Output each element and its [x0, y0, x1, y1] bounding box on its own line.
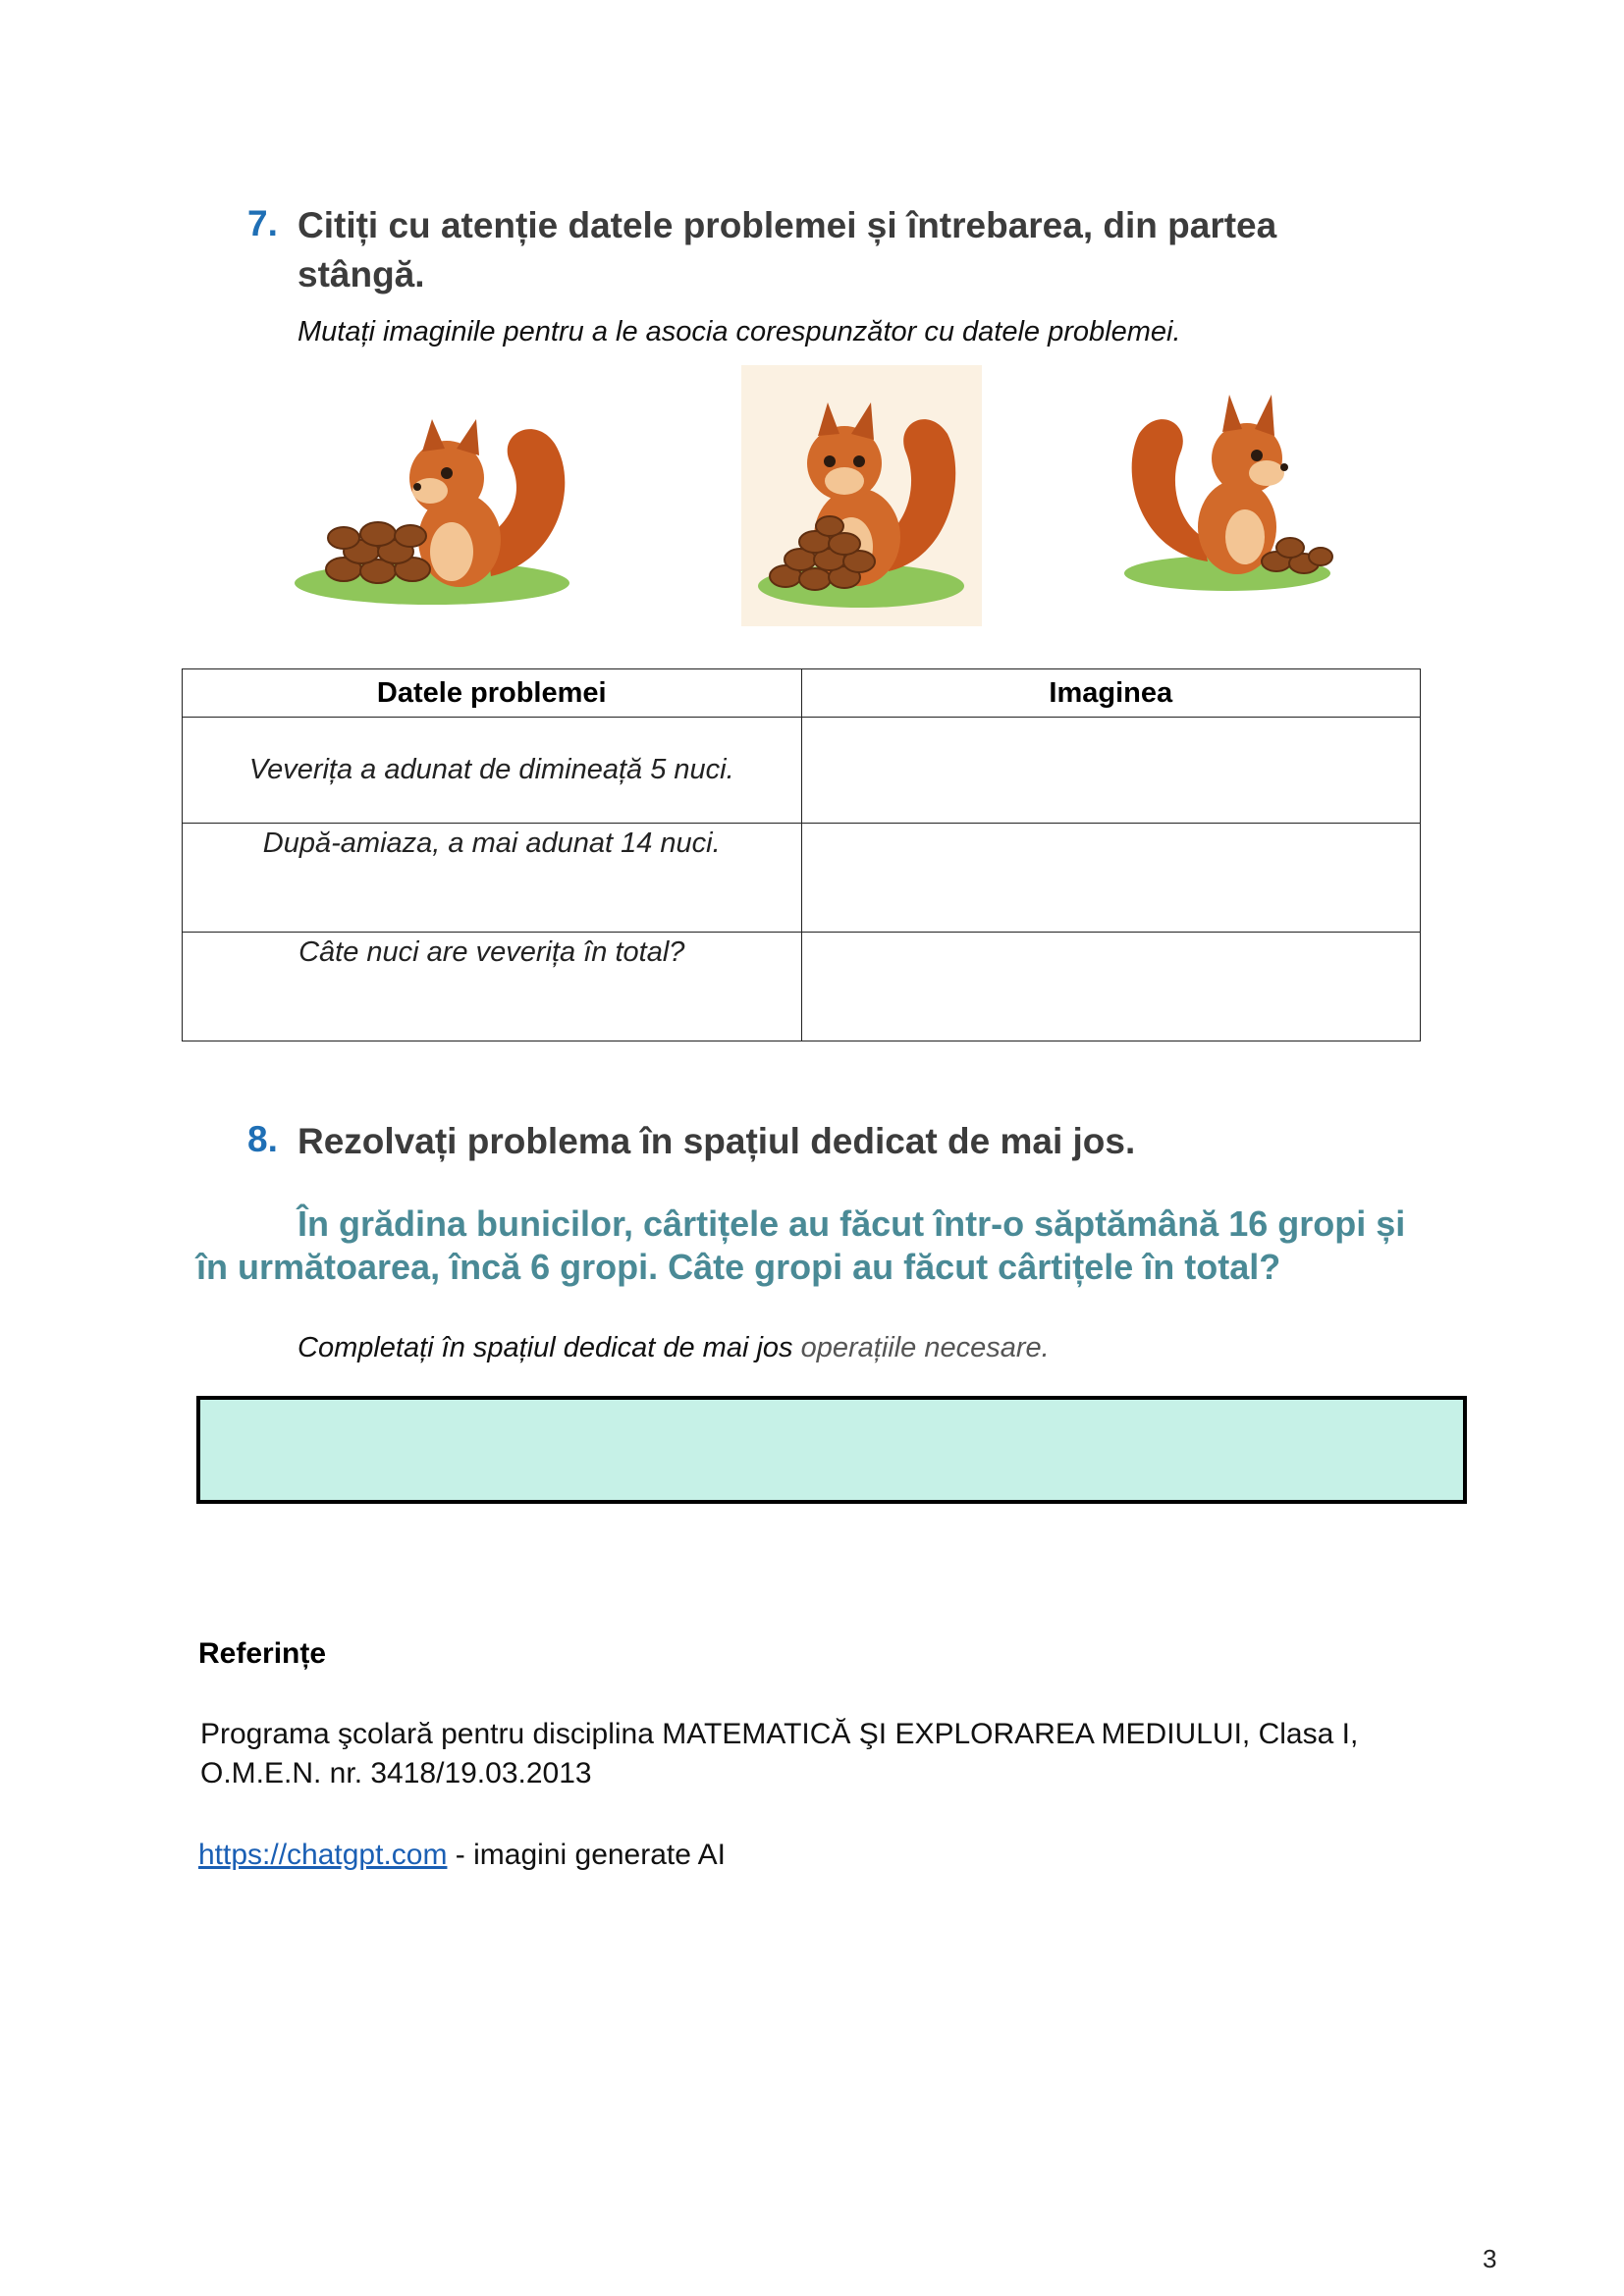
problem-statement: [196, 1202, 1473, 1289]
question-7-title-line2: stângă.: [298, 254, 425, 294]
question-8-instruction: [298, 1332, 1050, 1364]
reference-line2: O.M.E.N. nr. 3418/19.03.2013: [200, 1757, 592, 1789]
image-drop-slot[interactable]: [801, 718, 1421, 824]
table-row: [183, 824, 1421, 933]
question-7-title-line1: Citiți cu atenție datele problemei și întrebarea, din partea: [298, 205, 1277, 245]
reference-program: [200, 1715, 1358, 1793]
instruction-part-a: Completați în spațiul dedicat de mai jos: [298, 1332, 793, 1363]
reference-link-suffix: - imagini generate AI: [447, 1839, 726, 1871]
chatgpt-link[interactable]: https://chatgpt.com: [198, 1839, 448, 1871]
matching-table: [182, 668, 1421, 1041]
image-drop-slot[interactable]: [801, 933, 1421, 1041]
squirrel-with-small-nut-pile-icon[interactable]: [1110, 365, 1345, 601]
references-heading: Referințe: [198, 1637, 327, 1670]
question-7-number: 7.: [247, 203, 278, 243]
question-8-number: 8.: [247, 1119, 278, 1159]
page-number: 3: [1483, 2244, 1497, 2273]
table-row: [183, 718, 1421, 824]
question-8-title: Rezolvați problema în spațiul dedicat de mai jos.: [298, 1121, 1136, 1161]
table-header-data: Datele problemei: [183, 669, 802, 718]
question-7-title: [298, 201, 1427, 299]
question-7-instruction: Mutați imaginile pentru a le asocia corespunzător cu datele problemei.: [298, 316, 1181, 347]
reference-link-line: [198, 1836, 726, 1875]
table-cell-data: Veverița a adunat de dimineață 5 nuci.: [183, 718, 802, 824]
reference-line1: Programa şcolară pentru disciplina MATEMATICĂ ŞI EXPLORAREA MEDIULUI, Clasa I,: [200, 1718, 1359, 1750]
table-header-image: Imaginea: [801, 669, 1421, 718]
answer-input-box[interactable]: [196, 1396, 1467, 1504]
problem-statement-line2: în următoarea, încă 6 gropi. Câte gropi au făcut cârtițele în total?: [196, 1247, 1281, 1287]
squirrel-with-large-nut-pile-icon[interactable]: [741, 365, 982, 626]
instruction-part-b: operațiile necesare.: [800, 1332, 1050, 1363]
table-cell-data: După-amiaza, a mai adunat 14 nuci.: [183, 824, 802, 933]
table-row: [183, 933, 1421, 1041]
problem-statement-line1: În grădina bunicilor, cârtițele au făcut într-o săptămână 16 gropi și: [298, 1203, 1406, 1244]
squirrel-with-nut-pile-icon[interactable]: [285, 365, 579, 625]
image-drop-slot[interactable]: [801, 824, 1421, 933]
table-cell-data: Câte nuci are veverița în total?: [183, 933, 802, 1041]
